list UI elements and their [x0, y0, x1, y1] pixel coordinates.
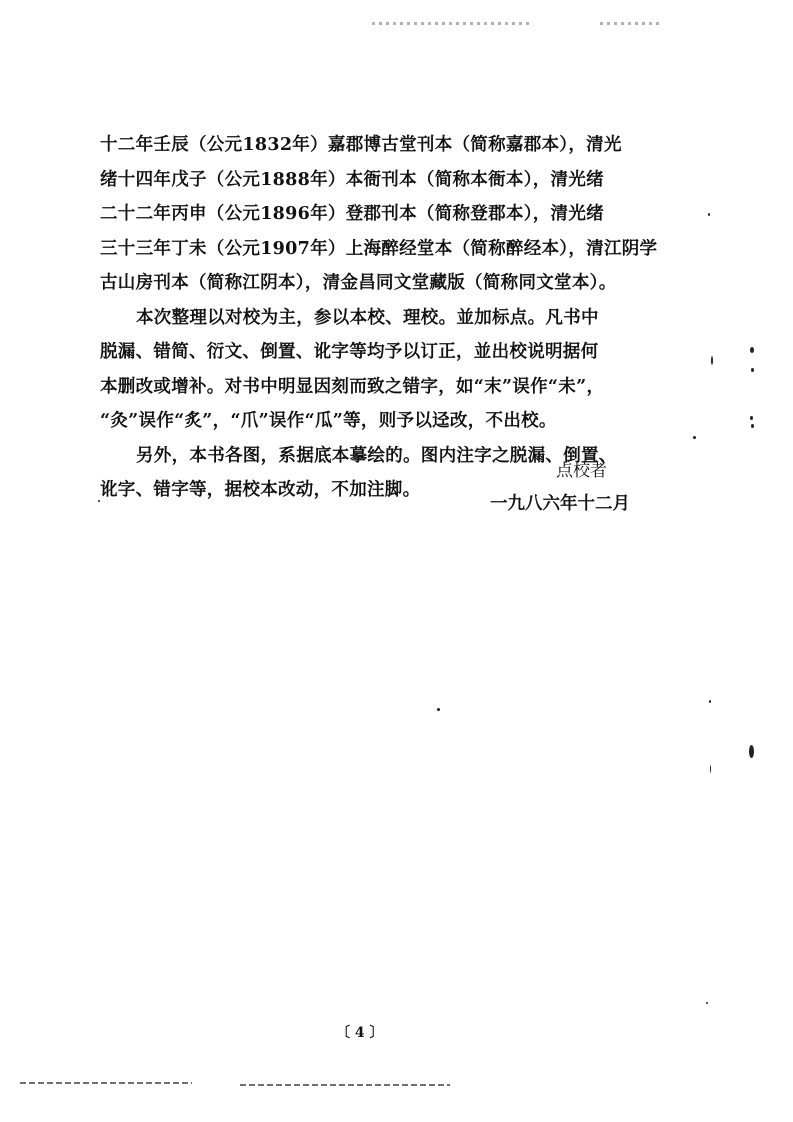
text-line: 另外，本书各图，系据底本摹绘的。图内注字之脱漏、倒置、	[136, 445, 617, 466]
body-text	[100, 128, 660, 508]
scan-speck	[708, 213, 710, 216]
scan-speck	[751, 424, 754, 428]
scan-speck	[437, 708, 440, 711]
scan-artifact-top	[372, 22, 532, 25]
page-number: 〔 4 〕	[336, 1025, 384, 1041]
paragraph-collation	[100, 301, 660, 439]
text-line: “灸”误作“炙”，“爪”误作“瓜”等，则予以迳改，不出校。	[100, 411, 557, 431]
text-line: 三十三年丁未（公元1907年）上海醉经堂本（简称醉经本），清江阴学	[100, 238, 658, 259]
scan-speck	[709, 700, 711, 703]
text-line: 十二年壬辰（公元1832年）嘉郡博古堂刊本（简称嘉郡本），清光	[100, 135, 622, 155]
text-line: 绪十四年戊子（公元1888年）本衙刊本（简称本衙本），清光绪	[100, 169, 604, 190]
signer: 点校者	[556, 461, 607, 481]
scan-speck	[751, 368, 754, 372]
scan-speck	[706, 1002, 708, 1004]
text-line: 古山房刊本（简称江阴本），清金昌同文堂藏版（简称同文堂本）。	[100, 273, 617, 293]
text-line: 脱漏、错简、衍文、倒置、讹字等均予以订正，並出校说明据何	[100, 342, 599, 362]
text-line: 本次整理以对校为主，参以本校、理校。並加标点。凡书中	[136, 307, 599, 328]
scan-artifact-top-right	[600, 22, 660, 25]
text-line: 本删改或增补。对书中明显因刻而致之错字，如“末”误作“未”，	[100, 376, 605, 397]
scan-speck	[749, 745, 754, 758]
date: 一九八六年十二月	[490, 494, 630, 514]
scan-speck	[693, 436, 696, 439]
scan-artifact-bottom-right	[240, 1084, 450, 1086]
scan-speck	[711, 356, 713, 365]
scan-speck	[710, 765, 711, 773]
scan-speck	[750, 416, 753, 420]
scan-speck	[98, 500, 100, 502]
text-line: 讹字、错字等，据校本改动，不加注脚。	[100, 480, 421, 500]
paragraph-editions	[100, 128, 660, 301]
text-line: 二十二年丙申（公元1896年）登郡刊本（简称登郡本），清光绪	[100, 204, 604, 224]
scan-artifact-bottom-left	[20, 1082, 192, 1084]
scan-speck	[750, 347, 754, 353]
